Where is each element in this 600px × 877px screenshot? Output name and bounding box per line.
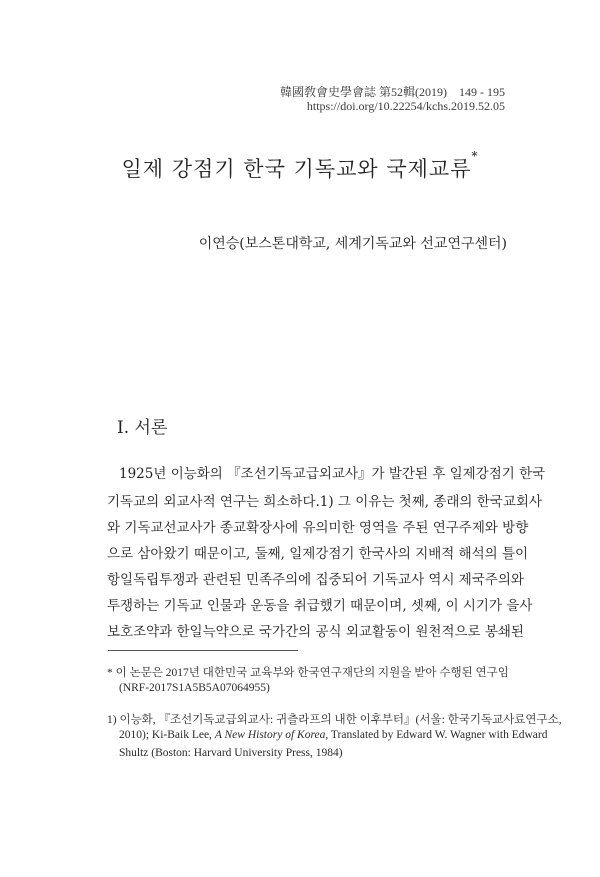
body-line-3: 와 기독교선교사가 종교확장사에 유의미한 영역을 주된 연구주제와 방향 [107, 520, 529, 536]
paper-title-text: 일제 강점기 한국 기독교와 국제교류 [121, 157, 472, 181]
body-line-2: 기독교의 외교사적 연구는 희소하다.1) 그 이유는 첫째, 종래의 한국교회사 [107, 494, 542, 510]
body-line-7: 보호조약과 한일늑약으로 국가간의 공식 외교활동이 원천적으로 봉쇄된 [107, 624, 524, 640]
fn1-citation-b: , Translated by Edward W. Wagner with Edward [325, 729, 548, 741]
footnote-star-line-2: (NRF-2017S1A5B5A07064955) [119, 682, 270, 694]
fn1-book-title: A New History of Korea [214, 729, 326, 741]
section-heading: Ⅰ. 서론 [117, 418, 168, 438]
body-line-1: 1925년 이능화의 『조선기독교급외교사』가 발간된 후 일제강점기 한국 [119, 466, 546, 482]
journal-header [280, 83, 505, 100]
journal-name: 韓國敎會史學會誌 第52輯(2019) [280, 85, 447, 99]
page-range: 149 - 195 [459, 85, 505, 99]
paper-title [0, 149, 600, 183]
footnote-1-line-2 [119, 729, 547, 741]
footnote-divider [108, 650, 298, 651]
footnote-star-line-1: * 이 논문은 2017년 대한민국 교육부와 한국연구재단의 지원을 받아 수행된 연구임 [107, 667, 509, 679]
title-footnote-mark[interactable]: * [471, 149, 479, 163]
doi-link[interactable]: https://doi.org/10.22254/kchs.2019.52.05 [306, 99, 505, 113]
author-affiliation: 이연승(보스톤대학교, 세계기독교와 선교연구센터) [198, 236, 507, 252]
footnote-1-line-3: Shultz (Boston: Harvard University Press, 1984) [119, 747, 343, 759]
body-line-6: 투쟁하는 기독교 인물과 운동을 취급했기 때문이며, 셋째, 이 시기가 을사 [107, 598, 533, 614]
fn1-citation-a: 2010); Ki-Baik Lee, [119, 729, 215, 741]
body-line-5: 항일독립투쟁과 관련된 민족주의에 집중되어 기독교사 역시 제국주의와 [107, 572, 524, 588]
footnote-1-line-1: 1) 이능화, 『조선기독교급외교사: 귀츨라프의 내한 이후부터』(서울: 한국기독교사료연구소, [107, 714, 562, 726]
body-line-4: 으로 삼아왔기 때문이고, 둘째, 일제강점기 한국사의 지배적 해석의 틀이 [107, 546, 529, 562]
